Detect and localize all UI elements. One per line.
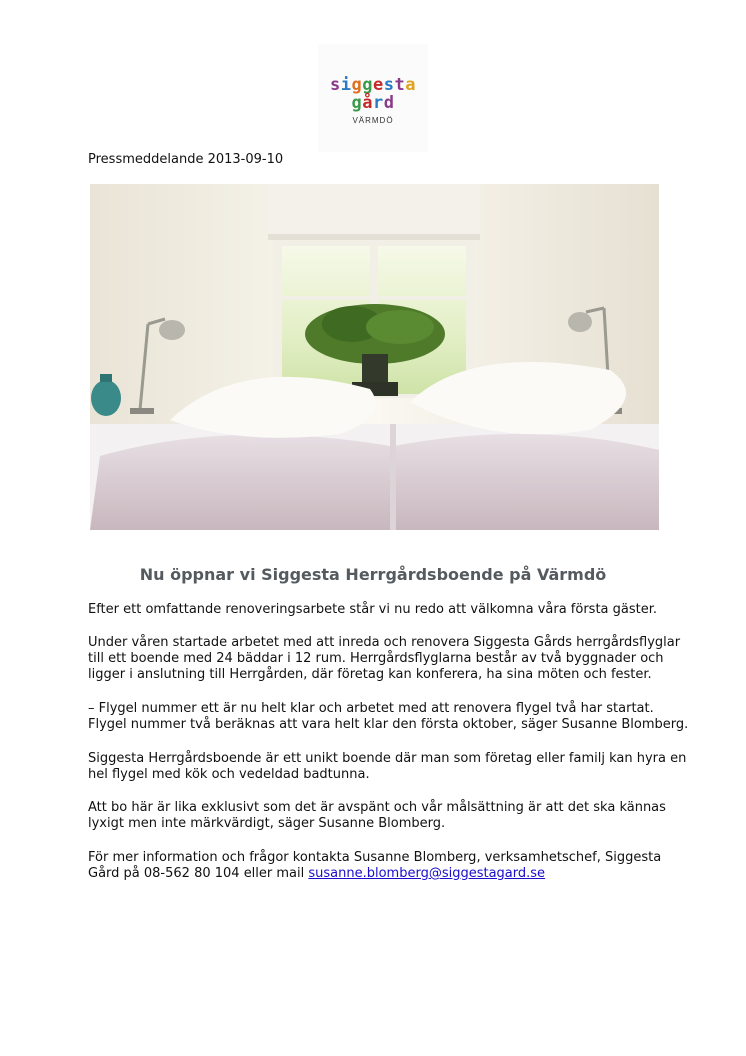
paragraph-line: Siggesta Herrgårdsboende är ett unikt boende där man som företag eller familj kan hyra en xyxy=(88,751,687,766)
logo-letter: r xyxy=(373,93,384,113)
logo-letter: g xyxy=(362,75,373,95)
paragraph-line: Efter ett omfattande renoveringsarbete står vi nu redo att välkomna våra första gäster. xyxy=(88,602,658,617)
logo-letter: g xyxy=(351,93,363,113)
paragraph-line xyxy=(88,866,668,882)
paragraph-line: För mer information och frågor kontakta Susanne Blomberg, verksamhetschef, Siggesta xyxy=(88,850,662,865)
paragraph-line: Under våren startade arbetet med att inreda och renovera Siggesta Gårds herrgårdsflyglar xyxy=(88,635,681,650)
bedroom-photo xyxy=(90,184,659,530)
paragraph-line: – Flygel nummer ett är nu helt klar och arbetet med att renovera flygel två har startat. xyxy=(88,701,654,716)
logo-letter: t xyxy=(394,75,406,95)
logo-wordmark-gard xyxy=(318,94,428,112)
paragraph-line: till ett boende med 24 bäddar i 12 rum. Herrgårdsflyglarna består av två byggnader och xyxy=(88,651,664,666)
logo-letter: d xyxy=(383,93,395,113)
siggesta-logo xyxy=(318,44,428,152)
paragraph-exclusive xyxy=(88,800,668,832)
press-release-date: Pressmeddelande 2013-09-10 xyxy=(88,152,284,167)
logo-letter: e xyxy=(373,75,384,95)
paragraph-line: hel flygel med kök och vedeldad badtunna. xyxy=(88,767,370,782)
logo-wordmark-siggesta xyxy=(318,76,428,94)
paragraph-contact xyxy=(88,850,668,882)
paragraph-intro xyxy=(88,602,668,618)
logo-letter: g xyxy=(351,75,363,95)
logo-letter: s xyxy=(383,75,395,95)
contact-prefix: Gård på 08-562 80 104 eller mail xyxy=(88,866,309,881)
paragraph-line: Att bo här är lika exklusivt som det är avspänt och vår målsättning är att det ska kännas xyxy=(88,800,666,815)
paragraph-renovation xyxy=(88,635,681,683)
article-title: Nu öppnar vi Siggesta Herrgårdsboende på Värmdö xyxy=(139,565,607,584)
logo-letter: i xyxy=(340,75,352,95)
email-link[interactable]: susanne.blomberg@siggestagard.se xyxy=(308,866,546,881)
paragraph-line: lyxigt men inte märkvärdigt, säger Susanne Blomberg. xyxy=(88,816,446,831)
paragraph-quote xyxy=(88,701,689,733)
logo-letter: a xyxy=(405,75,416,95)
logo-subtitle: VÄRMDÖ xyxy=(352,116,394,125)
logo-letter: å xyxy=(362,93,373,113)
paragraph-line: Flygel nummer två beräknas att vara helt klar den första oktober, säger Susanne Blomberg. xyxy=(88,717,689,732)
paragraph-unique xyxy=(88,751,687,783)
logo-letter: s xyxy=(330,75,341,95)
paragraph-line: ligger i anslutning till Herrgården, där företag kan konferera, ha sina möten och fester. xyxy=(88,667,652,682)
